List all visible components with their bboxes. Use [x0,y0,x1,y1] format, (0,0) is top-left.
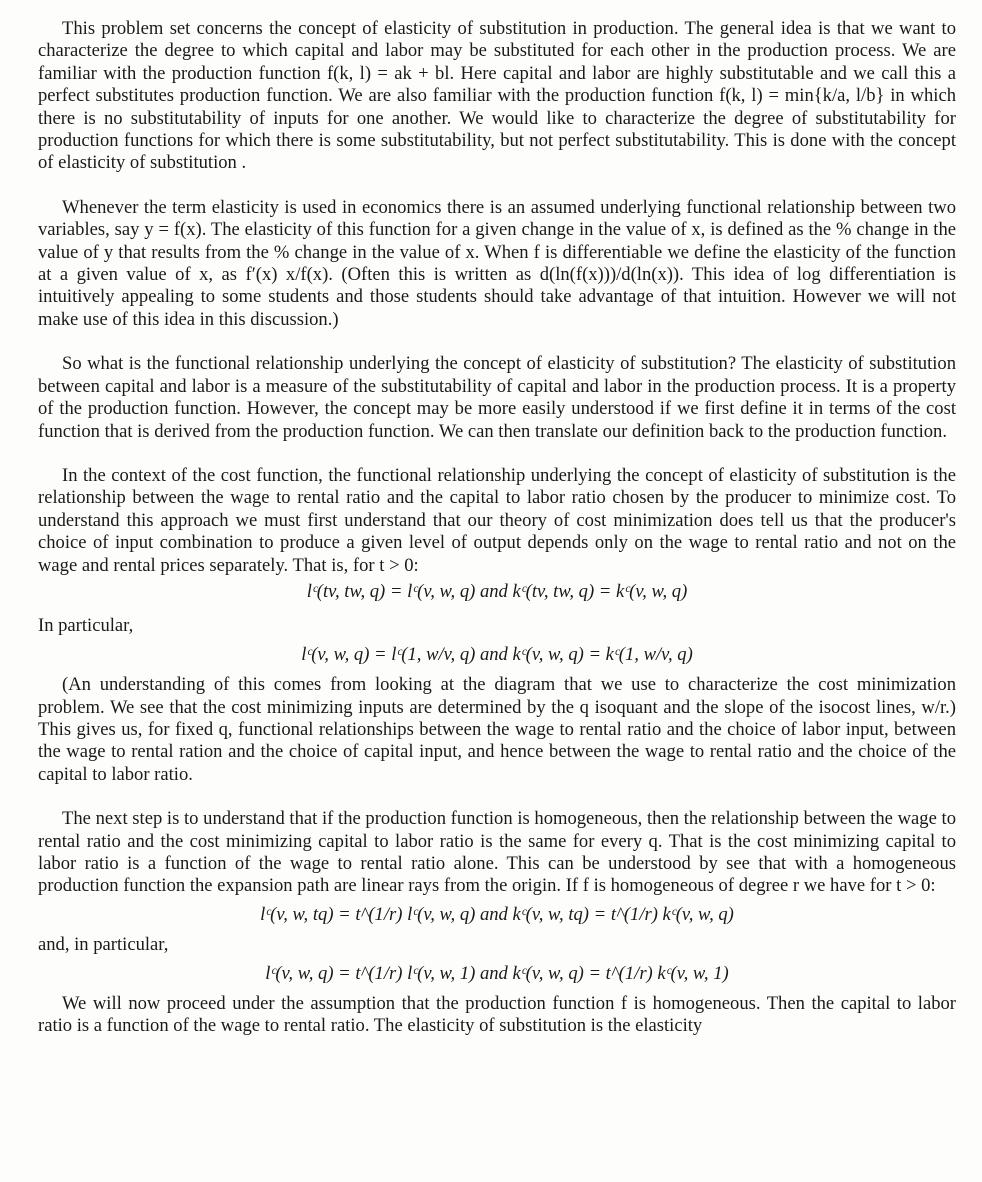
paragraph-functional-relationship: So what is the functional relationship underlying the concept of elasticity of substitution? The elasticity of substitution between capital and labor is a measure of the substitutability of capital and labor in the production process. It is a property of the production function. However, the concept may be more easily understood if we first define it in terms of the cost function that is derived from the production function. We can then translate our definition back to the production function. [38,353,956,442]
paragraph-assumption: We will now proceed under the assumption that the production function f is homogeneous. Then the capital to labor ratio is a function of the wage to rental ratio. The elasticity of substitution is the elasticity [38,993,956,1037]
paragraph-in-particular: In particular, [38,615,134,637]
paragraph-cost-function-context: In the context of the cost function, the functional relationship underlying the concept of elasticity of substitution is the relationship between the wage to rental ratio and the capital to labor ratio chosen by the producer to minimize cost. To understand this approach we must first understand that our theory of cost minimization does tell us that the producer's choice of input combination to produce a given level of output depends only on the wage to rental ratio and not on the wage and rental prices separately. That is, for t > 0: [38,464,956,576]
paragraph-elasticity-definition: Whenever the term elasticity is used in economics there is an assumed underlying functional relationship between two variables, say y = f(x). The elasticity of this function for a given change in the value of x, is defined as the % change in the value of y that results from the % change in the value of x. When f is differentiable we define the elasticity of the function at a given value of x, as f′(x) x/f(x). (Often this is written as d(ln(f(x)))/d(ln(x)). This idea of log differentiation is intuitively appealing to some students and those students should take advantage of that intuition. However we will not make use of this idea in this discussion.) [38,196,956,330]
paragraph-diagram-explanation: (An understanding of this comes from looking at the diagram that we use to characterize the cost minimization problem. We see that the cost minimizing inputs are determined by the q isoquant and the slope of the isocost lines, w/r.) This gives us, for fixed q, functional relationships between the wage to rental ratio and the choice of labor input, between the wage to rental ration and the choice of capital input, and hence between the wage to rental ratio and the choice of the capital to labor ratio. [38,674,956,785]
equation-output-scaling: lᶜ(v, w, tq) = t^(1/r) lᶜ(v, w, q) and kᶜ(v, w, tq) = t^(1/r) kᶜ(v, w, q) [260,903,734,925]
equation-wage-rental-ratio: lᶜ(v, w, q) = lᶜ(1, w/v, q) and kᶜ(v, w, q) = kᶜ(1, w/v, q) [301,643,693,665]
paragraph-and-in-particular: and, in particular, [38,934,169,956]
equation-unit-output: lᶜ(v, w, q) = t^(1/r) lᶜ(v, w, 1) and kᶜ(v, w, q) = t^(1/r) kᶜ(v, w, 1) [265,962,729,984]
equation-homogeneity-prices: lᶜ(tv, tw, q) = lᶜ(v, w, q) and kᶜ(tv, tw, q) = kᶜ(v, w, q) [306,580,688,602]
paragraph-homogeneous-step: The next step is to understand that if the production function is homogeneous, then the relationship between the wage to rental ratio and the cost minimizing capital to labor ratio is the same for every q. That is the cost minimizing capital to labor ratio is a function of the wage to rental ratio alone. This can be understood by see that with a homogeneous production function the expansion path are linear rays from the origin. If f is homogeneous of degree r we have for t > 0: [38,808,956,897]
paragraph-intro: This problem set concerns the concept of elasticity of substitution in production. The general idea is that we want to characterize the degree to which capital and labor may be substituted for each other in the production process. We are familiar with the production function f(k, l) = ak + bl. Here capital and labor are highly substitutable and we call this a perfect substitutes production function. We are also familiar with the production function f(k, l) = min{k/a, l/b} in which there is no substitutability of inputs for one another. We would like to characterize the degree of substitutability for production functions for which there is some substitutability, but not perfect substitutability. This is done with the concept of elasticity of substitution . [38,18,956,174]
